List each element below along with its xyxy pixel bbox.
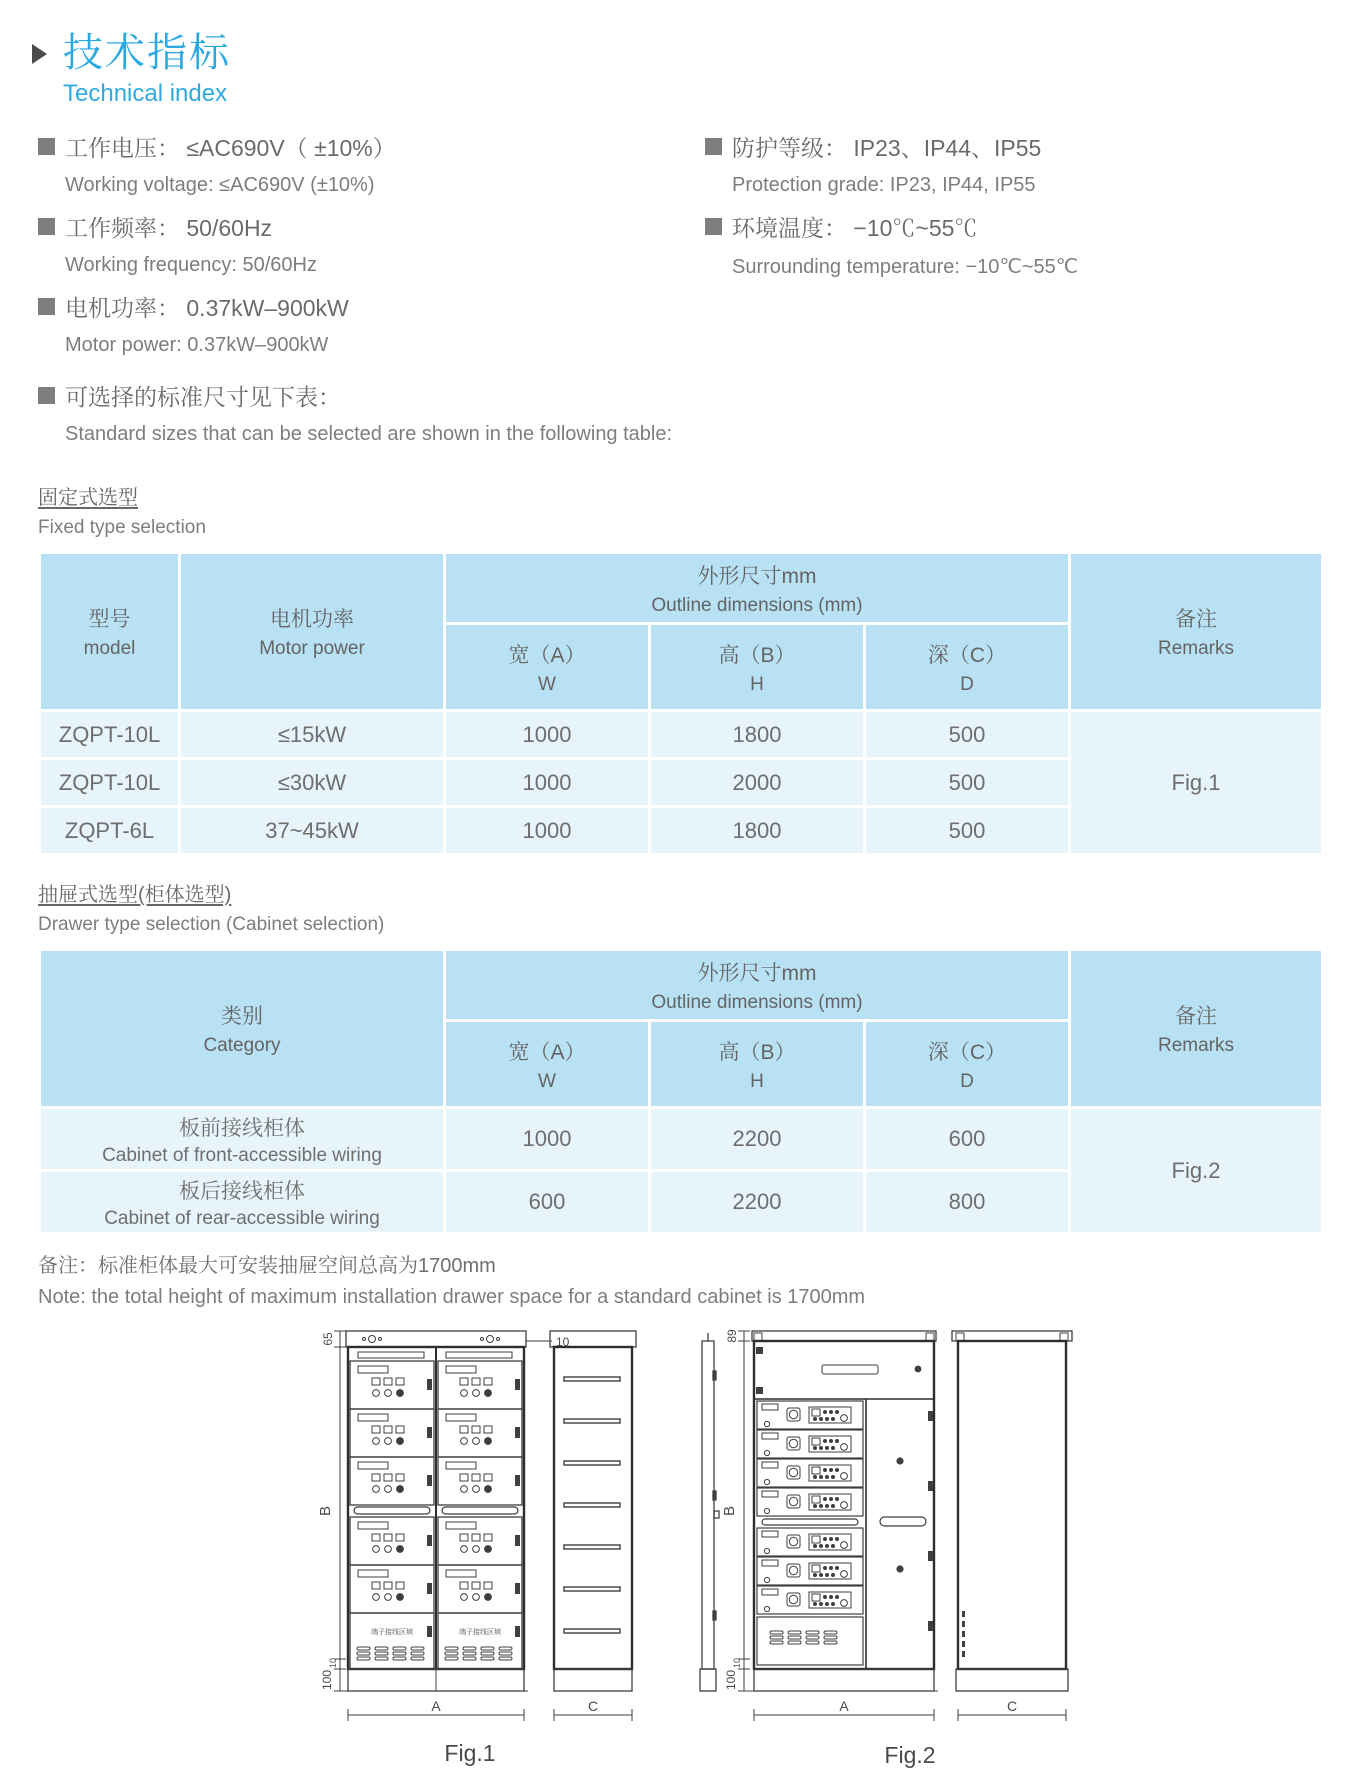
fig2-dim-width: A	[839, 1698, 849, 1714]
fig2-caption: Fig.2	[884, 1742, 936, 1768]
bullet-square-icon	[38, 138, 55, 155]
header-depth	[866, 1022, 1068, 1106]
fig1-dim-depth: C	[587, 1698, 599, 1714]
spec-en: Protection grade: IP23, IP44, IP55	[732, 174, 1036, 196]
fig1-caption: Fig.1	[444, 1740, 496, 1766]
header-outline-dimensions	[446, 951, 1068, 1019]
header-outline-zh: 外形尺寸mm	[697, 961, 817, 985]
spec-column-left	[38, 130, 680, 459]
spec-item-voltage	[38, 130, 680, 197]
header-outline-zh: 外形尺寸mm	[697, 564, 817, 588]
spec-en: Working frequency: 50/60Hz	[65, 254, 317, 276]
cell-height: 2000	[651, 760, 863, 805]
header-depth-en: D	[960, 1070, 974, 1092]
header-height-en: H	[750, 673, 764, 695]
fig1-dim-base: 100	[320, 1669, 334, 1691]
cell-width: 1000	[446, 712, 648, 757]
cell-depth: 500	[866, 712, 1068, 757]
fig2-drawing	[690, 1311, 1100, 1773]
header-width-zh: 宽（A）	[508, 643, 586, 667]
fig1-dim-cap: 65	[321, 1332, 335, 1346]
note-zh: 备注：标准柜体最大可安装抽屉空间总高为1700mm	[38, 1255, 496, 1277]
spec-list	[38, 130, 1319, 459]
fig1-terminal-label: 端子接线区域	[371, 1629, 413, 1636]
bullet-square-icon	[38, 387, 55, 404]
fixed-type-section-label	[38, 481, 1319, 539]
header-power-zh: 电机功率	[270, 608, 354, 631]
cell-height: 1800	[651, 712, 863, 757]
cell-depth: 500	[866, 808, 1068, 853]
spec-en: Surrounding temperature: −10℃~55℃	[732, 256, 1079, 278]
cell-depth: 500	[866, 760, 1068, 805]
title-block	[32, 30, 1319, 76]
section-title-zh: 固定式选型	[38, 487, 138, 509]
spec-item-protection	[705, 130, 1319, 197]
cell-model: ZQPT-6L	[41, 808, 178, 853]
header-outline-dimensions	[446, 554, 1068, 622]
cell-power: 37~45kW	[181, 808, 443, 853]
section-title-en: Fixed type selection	[38, 517, 206, 538]
section-title-en: Drawer type selection (Cabinet selection)	[38, 914, 385, 935]
header-remarks-en: Remarks	[1157, 638, 1234, 659]
bullet-square-icon	[38, 218, 55, 235]
cell-depth: 800	[866, 1172, 1068, 1232]
spec-en: Motor power: 0.37kW–900kW	[65, 334, 329, 356]
bullet-square-icon	[705, 138, 722, 155]
header-width	[446, 625, 648, 709]
header-height	[651, 1022, 863, 1106]
spec-zh: 工作频率： 50/60Hz	[65, 215, 273, 241]
bullet-square-icon	[705, 218, 722, 235]
header-remarks-zh: 备注	[1175, 608, 1217, 631]
header-model	[41, 554, 178, 709]
fig2-front-view	[750, 1331, 938, 1691]
header-remarks	[1071, 554, 1321, 709]
header-depth	[866, 625, 1068, 709]
header-height-zh: 高（B）	[718, 1040, 796, 1064]
cell-category-zh: 板后接线柜体	[179, 1179, 305, 1203]
cell-category	[41, 1172, 443, 1232]
cell-model: ZQPT-10L	[41, 712, 178, 757]
cell-category-zh: 板前接线柜体	[179, 1116, 305, 1140]
spec-item-table-intro	[38, 379, 680, 446]
fig1-dim-width: A	[431, 1698, 441, 1714]
fig1-dim-height: B	[317, 1505, 334, 1517]
fig2-dim-vent: 10	[732, 1657, 742, 1669]
cell-width: 1000	[446, 808, 648, 853]
header-motor-power	[181, 554, 443, 709]
cell-width: 1000	[446, 760, 648, 805]
header-width-en: W	[538, 1070, 556, 1092]
fig1-dim-vent: 10	[328, 1657, 338, 1669]
header-height	[651, 625, 863, 709]
header-category-en: Category	[203, 1035, 281, 1056]
spec-zh: 环境温度： −10℃~55℃	[732, 215, 978, 241]
drawer-type-table	[38, 948, 1324, 1235]
fig1-side-view	[550, 1331, 636, 1691]
header-depth-en: D	[960, 673, 974, 695]
header-depth-zh: 深（C）	[927, 1040, 1007, 1064]
figures-row	[300, 1311, 1319, 1773]
header-category-zh: 类别	[221, 1005, 263, 1028]
fig2-dim-depth: C	[1006, 1698, 1018, 1714]
cell-category-en: Cabinet of front-accessible wiring	[102, 1144, 382, 1166]
spec-zh: 可选择的标准尺寸见下表：	[65, 384, 341, 410]
cell-remarks-fig2: Fig.2	[1071, 1109, 1321, 1232]
header-outline-en: Outline dimensions (mm)	[651, 991, 863, 1013]
header-depth-zh: 深（C）	[927, 643, 1007, 667]
header-width	[446, 1022, 648, 1106]
note-block	[38, 1249, 1319, 1309]
header-power-en: Motor power	[259, 638, 365, 659]
fig1-dim-top-offset: 10	[556, 1335, 570, 1349]
header-category	[41, 951, 443, 1106]
cell-category	[41, 1109, 443, 1169]
header-remarks-en: Remarks	[1157, 1035, 1234, 1056]
header-width-en: W	[538, 673, 556, 695]
header-model-en: model	[83, 638, 136, 659]
bullet-square-icon	[38, 298, 55, 315]
note-en: Note: the total height of maximum installation drawer space for a standard cabinet is 1700mm	[38, 1286, 866, 1308]
spec-zh: 工作电压： ≤AC690V（ ±10%）	[65, 135, 396, 161]
fig2-door-profile	[700, 1333, 719, 1691]
cell-height: 2200	[651, 1109, 863, 1169]
spec-en: Standard sizes that can be selected are shown in the following table:	[65, 423, 673, 445]
drawer-type-section-label	[38, 878, 1319, 936]
fig1-terminal-label: 端子接线区域	[459, 1629, 501, 1636]
cell-width: 1000	[446, 1109, 648, 1169]
spec-en: Working voltage: ≤AC690V (±10%)	[65, 174, 375, 196]
header-width-zh: 宽（A）	[508, 1040, 586, 1064]
cell-power: ≤30kW	[181, 760, 443, 805]
spec-item-temperature	[705, 210, 1319, 279]
fig2-dimension-lines	[738, 1331, 750, 1691]
page-subtitle: Technical index	[63, 80, 228, 107]
spec-zh: 电机功率： 0.37kW–900kW	[65, 295, 349, 321]
fixed-type-table	[38, 551, 1324, 856]
cell-height: 1800	[651, 808, 863, 853]
header-height-zh: 高（B）	[718, 643, 796, 667]
header-height-en: H	[750, 1070, 764, 1092]
cell-power: ≤15kW	[181, 712, 443, 757]
header-outline-en: Outline dimensions (mm)	[651, 594, 863, 616]
page-title: 技术指标	[63, 31, 231, 75]
fig2-dim-height: B	[721, 1505, 738, 1517]
fig2-side-view	[952, 1331, 1072, 1691]
header-model-zh: 型号	[88, 608, 131, 631]
header-remarks-zh: 备注	[1175, 1005, 1217, 1028]
spec-column-right	[680, 130, 1319, 459]
spec-zh: 防护等级： IP23、IP44、IP55	[732, 135, 1042, 161]
fig1-drawing	[300, 1311, 650, 1773]
table-row	[41, 712, 1321, 757]
spec-item-motor-power	[38, 290, 680, 357]
cell-remarks-fig1: Fig.1	[1071, 712, 1321, 853]
cell-width: 600	[446, 1172, 648, 1232]
fig2-dim-cap: 89	[725, 1329, 739, 1343]
cell-category-en: Cabinet of rear-accessible wiring	[104, 1207, 380, 1229]
section-arrow-icon	[32, 44, 47, 64]
cell-depth: 600	[866, 1109, 1068, 1169]
section-title-zh: 抽屉式选型(柜体选型)	[38, 884, 232, 906]
header-remarks	[1071, 951, 1321, 1106]
spec-item-frequency	[38, 210, 680, 277]
cell-height: 2200	[651, 1172, 863, 1232]
fig1-front-view	[344, 1331, 528, 1691]
cell-model: ZQPT-10L	[41, 760, 178, 805]
table-row	[41, 1109, 1321, 1169]
fig2-dim-base: 100	[724, 1669, 738, 1691]
